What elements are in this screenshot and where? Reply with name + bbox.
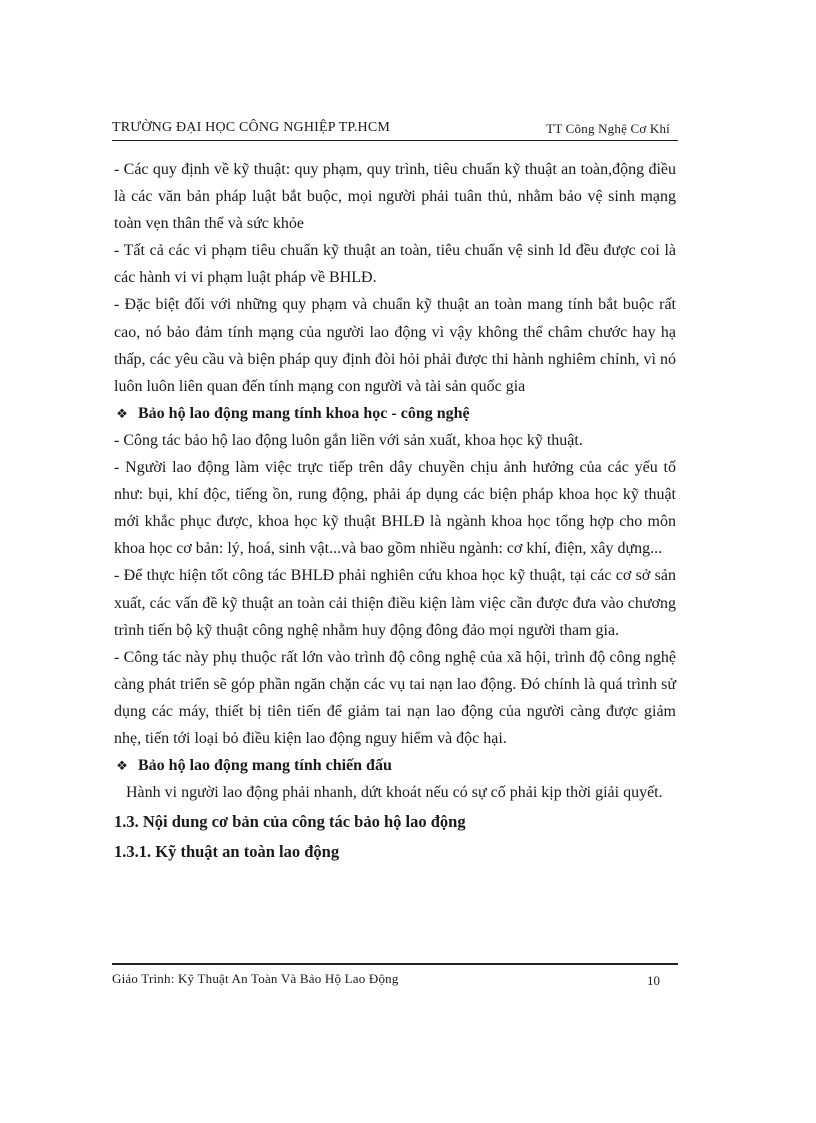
footer-book-title: Giáo Trình: Kỹ Thuật An Toàn Và Bảo Hộ Lao Động bbox=[112, 971, 399, 986]
paragraph-violations: - Tất cả các vi phạm tiêu chuẩn kỹ thuật an toàn, tiêu chuẩn vệ sinh ld đều được coi là các hành vi vi phạm luật pháp về BHLĐ. bbox=[114, 242, 676, 287]
paragraph-research: - Để thực hiện tốt công tác BHLĐ phải nghiên cứu khoa học kỹ thuật, tại các cơ sở sản xuất, các vấn đề kỹ thuật an toàn cải thiện điều kiện làm việc cần được đưa vào chương trình tiến bộ kỹ thuật công nghệ nhằm huy động đông đảo mọi người tham gia. bbox=[114, 567, 676, 639]
heading-science-technology bbox=[114, 400, 676, 427]
paragraph-mandatory-standards: - Đặc biệt đối với những quy phạm và chuẩn kỹ thuật an toàn mang tính bắt buộc rất cao, nó bảo đảm tính mạng của người lao động vì vậy không thể châm chước hay hạ thấp, các yêu cầu và biện pháp quy định đòi hỏi phải được thi hành nghiêm chỉnh, vì nó luôn luôn liên quan đến tính mạng con người và tài sản quốc gia bbox=[114, 296, 676, 395]
heading-text: Bảo hộ lao động mang tính khoa học - công nghệ bbox=[138, 404, 470, 422]
paragraph-production-link: - Công tác bảo hộ lao động luôn gắn liền với sản xuất, khoa học kỹ thuật. bbox=[114, 431, 583, 449]
diamond-bullet-icon: ❖ bbox=[116, 758, 128, 774]
paragraph-worker-factors: - Người lao động làm việc trực tiếp trên dây chuyền chịu ảnh hưởng của các yếu tố như: bụi, khí độc, tiếng ồn, rung động, phải áp dụng các biện pháp khoa học kỹ thuật mới khắc phục được, khoa học kỹ thuật BHLĐ là ngành khoa học tổng hợp cho môn khoa học cơ bản: lý, hoá, sinh vật...và bao gồm nhiều ngành: cơ khí, điện, xây dựng... bbox=[114, 459, 676, 558]
diamond-bullet-icon: ❖ bbox=[116, 405, 128, 421]
page-content bbox=[114, 156, 676, 866]
page-header bbox=[112, 118, 678, 141]
heading-combat-nature bbox=[114, 752, 676, 779]
paragraph-quick-action: Hành vi người lao động phải nhanh, dứt khoát nếu có sự cố phải kịp thời giải quyết. bbox=[126, 784, 663, 802]
section-heading-1-3: 1.3. Nội dung cơ bản của công tác bảo hộ lao động bbox=[114, 812, 466, 832]
header-department: TT Công Nghệ Cơ Khí bbox=[546, 121, 670, 136]
page-footer bbox=[112, 963, 678, 991]
heading-text: Bảo hộ lao động mang tính chiến đấu bbox=[138, 757, 392, 775]
paragraph-technology-level: - Công tác này phụ thuộc rất lớn vào trình độ công nghệ của xã hội, trình độ công nghệ càng phát triển sẽ góp phần ngăn chặn các vụ tai nạn lao động. Đó chính là quá trình sử dụng các máy, thiết bị tiên tiến để giảm tai nạn lao động của người càng được giảm nhẹ, tiến tới loại bỏ điều kiện lao động nguy hiểm và độc hại. bbox=[114, 648, 676, 747]
page-number: 10 bbox=[647, 973, 660, 988]
header-institution: TRƯỜNG ĐẠI HỌC CÔNG NGHIỆP TP.HCM bbox=[112, 120, 391, 135]
section-heading-1-3-1: 1.3.1. Kỹ thuật an toàn lao động bbox=[114, 842, 340, 862]
paragraph-technical-rules: - Các quy định về kỹ thuật: quy phạm, quy trình, tiêu chuẩn kỹ thuật an toàn,động điều là các văn bản pháp luật bắt buộc, mọi người phải tuân thủ, nhằm bảo vệ sinh mạng toàn vẹn thân thể và sức khỏe bbox=[114, 161, 676, 233]
